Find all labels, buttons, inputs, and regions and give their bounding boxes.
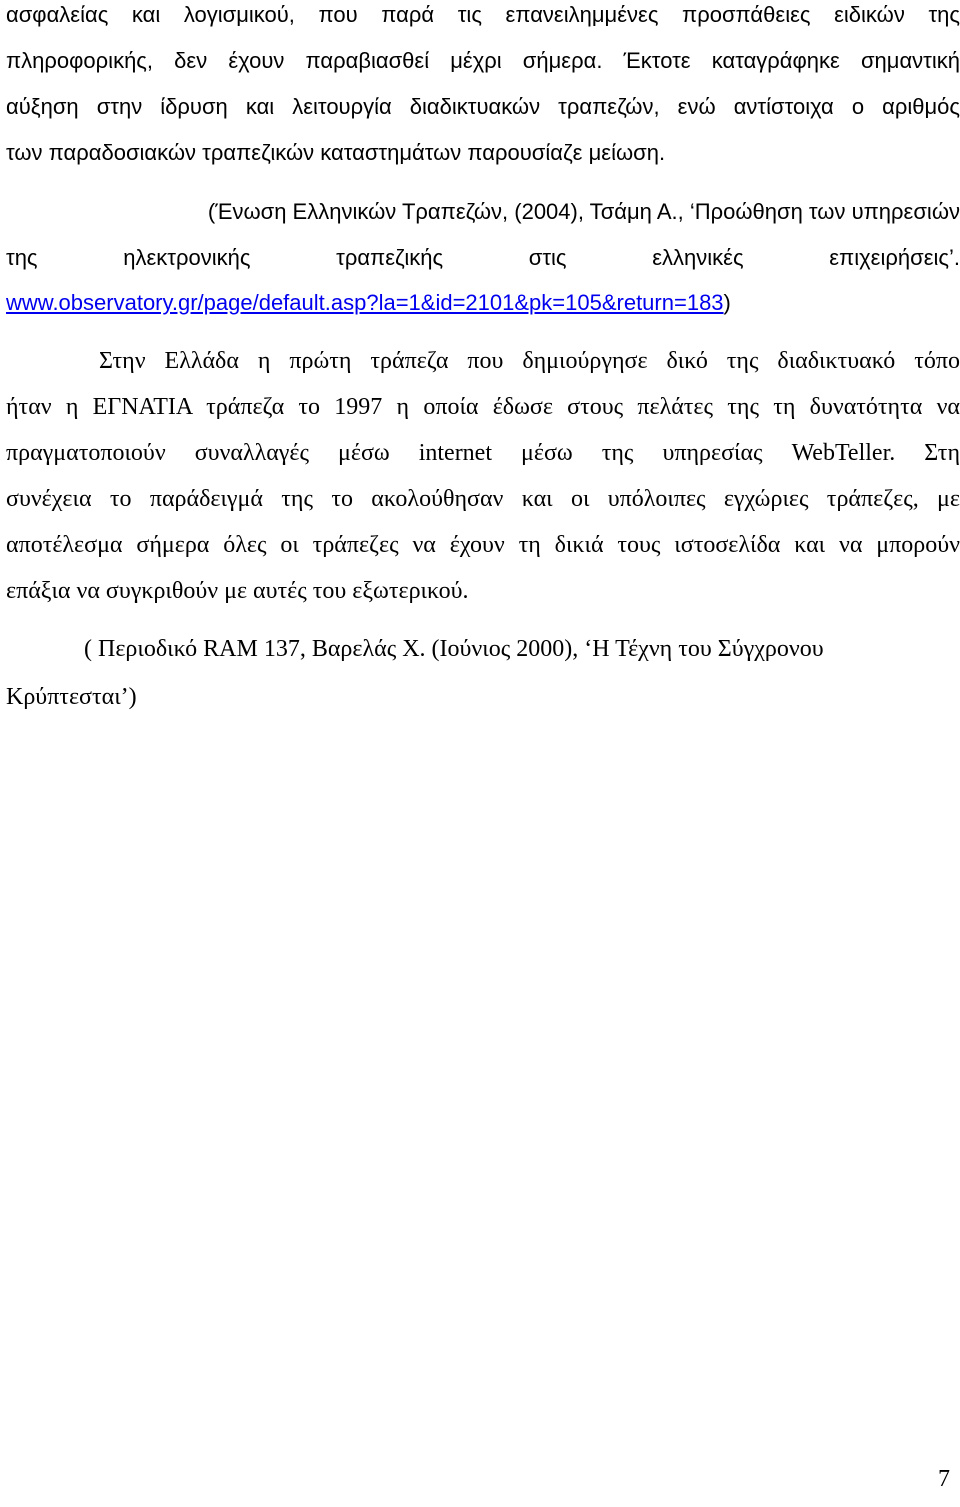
text-line: πληροφορικής, δεν έχουν παραβιασθεί μέχρι σήμερα. Έκτοτε καταγράφηκε σημαντική: [6, 48, 960, 73]
text-line: των παραδοσιακών τραπεζικών καταστημάτων παρουσίαζε μείωση.: [6, 140, 666, 165]
text-line: πραγματοποιούν συναλλαγές μέσω internet μέσω της υπηρεσίας WebTeller. Στη: [6, 440, 960, 466]
page-number: 7: [938, 1466, 950, 1492]
text-line: αποτέλεσμα σήμερα όλες οι τράπεζες να έχουν τη δικιά τους ιστοσελίδα και να μπορούν: [6, 532, 960, 558]
citation-line: [6, 290, 960, 316]
text-line: Στην Ελλάδα η πρώτη τράπεζα που δημιούργησε δικό της διαδικτυακό τόπο: [99, 348, 960, 374]
citation-closing: ): [723, 290, 731, 315]
text-line: επάξια να συγκριθούν με αυτές του εξωτερικού.: [6, 578, 469, 604]
citation-line: (Ένωση Ελληνικών Τραπεζών, (2004), Τσάμη Α., ‘Προώθηση των υπηρεσιών: [207, 199, 960, 224]
citation-line: της ηλεκτρονικής τραπεζικής στις ελληνικές επιχειρήσεις’.: [6, 245, 960, 270]
citation-line: ( Περιοδικό RAM 137, Βαρελάς Χ. (Ιούνιος 2000), ‘Η Τέχνη του Σύγχρονου: [84, 636, 824, 662]
citation-line: Κρύπτεσται’): [6, 684, 137, 710]
text-line: αύξηση στην ίδρυση και λειτουργία διαδικτυακών τραπεζών, ενώ αντίστοιχα ο αριθμός: [6, 94, 960, 119]
text-line: ασφαλείας και λογισμικού, που παρά τις επανειλημμένες προσπάθειες ειδικών της: [6, 2, 960, 27]
citation-url-link[interactable]: www.observatory.gr/page/default.asp?la=1&id=2101&pk=105&return=183: [6, 290, 724, 315]
text-line: ήταν η ΕΓΝΑΤΙΑ τράπεζα το 1997 η οποία έδωσε στους πελάτες της τη δυνατότητα να: [6, 394, 960, 420]
text-line: συνέχεια το παράδειγμά της το ακολούθησαν και οι υπόλοιπες εγχώριες τράπεζες, με: [6, 486, 960, 512]
